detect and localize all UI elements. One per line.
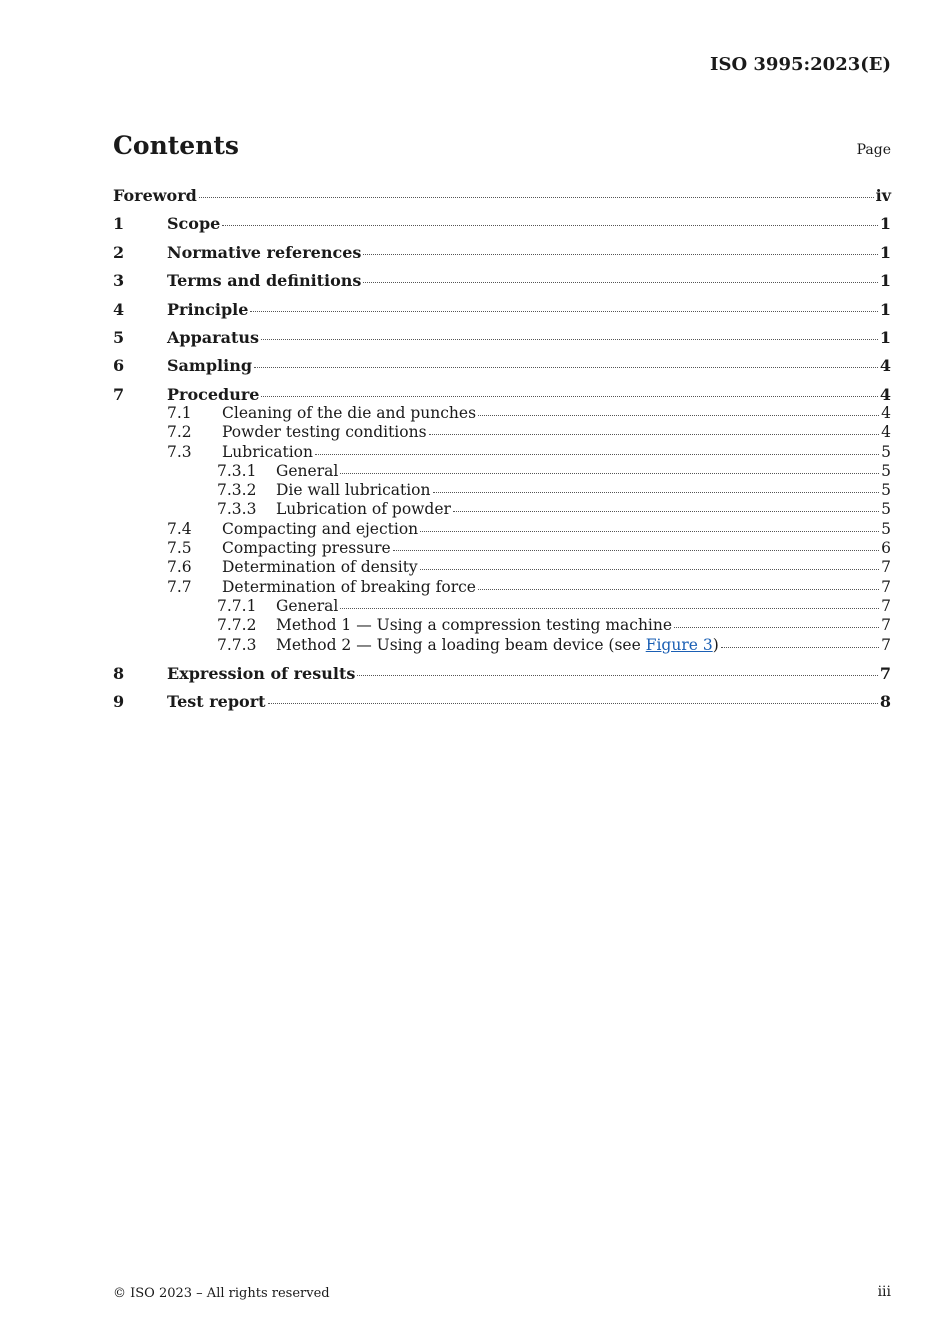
toc-entry-title-text: Test report	[167, 692, 266, 711]
toc-entry-number: 7.6	[167, 558, 192, 576]
toc-entry-page: 7	[881, 558, 891, 576]
toc-entry-title-text: Compacting pressure	[222, 539, 391, 557]
toc-entry-title-text: Lubrication of powder	[276, 500, 451, 518]
toc-entry[interactable]	[113, 404, 891, 424]
toc-entry-number: 7.7	[167, 578, 192, 596]
toc-entry-number: 7.7.2	[217, 616, 257, 634]
toc-entry-title-text: Procedure	[167, 385, 260, 404]
toc-entry[interactable]	[113, 462, 891, 482]
toc-entry-page: 7	[881, 636, 891, 654]
toc-entry-title	[167, 356, 252, 375]
toc-entry-page: 5	[881, 443, 891, 461]
toc-entry-title-text: Lubrication	[222, 443, 313, 461]
page-number: iii	[877, 1284, 891, 1300]
toc-entry-page: 4	[879, 356, 891, 375]
toc-entry-title	[222, 404, 476, 422]
toc-entry-title	[276, 500, 451, 518]
toc-entry-number: 7.5	[167, 539, 192, 557]
dot-leader	[429, 433, 880, 435]
dot-leader	[721, 646, 879, 648]
toc-entry-number: 3	[113, 271, 125, 290]
dot-leader	[674, 626, 879, 628]
toc-entry[interactable]	[113, 443, 891, 463]
toc-entry-number: 7.3.3	[217, 500, 257, 518]
toc-entry-page: 1	[879, 300, 891, 319]
dot-leader	[261, 395, 877, 397]
dot-leader	[261, 338, 878, 340]
toc-entry-page: 5	[881, 520, 891, 538]
dot-leader	[340, 607, 879, 609]
toc-entry[interactable]	[113, 186, 891, 206]
toc-entry-page: 1	[879, 328, 891, 347]
toc-entry[interactable]	[113, 558, 891, 578]
toc-entry-page: 1	[879, 214, 891, 233]
toc-entry-page: 4	[881, 404, 891, 422]
toc-entry-page: 5	[881, 500, 891, 518]
toc-entry-number: 8	[113, 664, 125, 683]
toc-entry-title-text: Apparatus	[167, 328, 259, 347]
toc-entry[interactable]	[113, 616, 891, 636]
toc-entry[interactable]	[113, 664, 891, 684]
toc-entry-number: 7.2	[167, 423, 192, 441]
dot-leader	[478, 588, 879, 590]
toc-entry[interactable]	[113, 328, 891, 348]
toc-entry-title-text: Method 1 — Using a compression testing machine	[276, 616, 673, 634]
dot-leader	[363, 281, 877, 283]
toc-entry-title	[222, 443, 313, 461]
toc-entry[interactable]	[113, 271, 891, 291]
toc-entry[interactable]	[113, 300, 891, 320]
toc-entry-number: 6	[113, 356, 125, 375]
dot-leader	[420, 530, 879, 532]
toc-entry[interactable]	[113, 578, 891, 598]
toc-entry-title	[167, 328, 259, 347]
toc-entry-title-text: Terms and definitions	[167, 271, 362, 290]
toc-entry-title-text: Cleaning of the die and punches	[222, 404, 477, 422]
toc-entry[interactable]	[113, 636, 891, 656]
toc-entry-title-text: Die wall lubrication	[276, 481, 431, 499]
toc-entry-number: 7	[113, 385, 125, 404]
toc-entry-title	[167, 664, 355, 683]
dot-leader	[478, 414, 879, 416]
dot-leader	[420, 568, 879, 570]
toc-entry[interactable]	[113, 214, 891, 234]
toc-entry[interactable]	[113, 356, 891, 376]
toc-entry-number: 5	[113, 328, 125, 347]
toc-entry[interactable]	[113, 520, 891, 540]
toc-entry-page: 5	[881, 481, 891, 499]
toc-entry-page: 7	[881, 597, 891, 615]
toc-entry-page: 7	[881, 616, 891, 634]
toc-entry-number: 7.1	[167, 404, 192, 422]
toc-entry-title	[167, 692, 266, 711]
toc-entry-page: 8	[879, 692, 891, 711]
toc-entry-title	[167, 271, 361, 290]
toc-entry-number: 2	[113, 243, 125, 262]
toc-entry-title-text: General	[276, 597, 339, 615]
toc-entry-number: 4	[113, 300, 125, 319]
toc-entry-title	[222, 423, 427, 441]
toc-entry-title-text: Powder testing conditions	[222, 423, 427, 441]
dot-leader	[199, 196, 874, 198]
toc-entry-page: 6	[881, 539, 891, 557]
toc-entry-page: 5	[881, 462, 891, 480]
toc-entry[interactable]	[113, 539, 891, 559]
toc-entry-title	[222, 520, 418, 538]
toc-entry-page: iv	[875, 186, 891, 205]
copyright-notice: © ISO 2023 – All rights reserved	[113, 1286, 330, 1301]
dot-leader	[268, 702, 878, 704]
dot-leader	[433, 491, 880, 493]
toc-entry-number: 7.7.3	[217, 636, 257, 654]
toc-entry[interactable]	[113, 692, 891, 712]
dot-leader	[453, 510, 879, 512]
toc-entry-number: 7.3.1	[217, 462, 257, 480]
toc-entry[interactable]	[113, 385, 891, 405]
dot-leader	[250, 310, 877, 312]
document-id: ISO 3995:2023(E)	[710, 54, 891, 75]
toc-entry-number: 7.3	[167, 443, 192, 461]
toc-entry-title	[276, 462, 338, 480]
toc-entry-page: 1	[879, 271, 891, 290]
toc-entry-title	[222, 539, 391, 557]
toc-entry-title-text: Method 2 — Using a loading beam device (see	[276, 636, 646, 654]
toc-entry-title	[113, 186, 197, 205]
toc-entry-title-text: Normative references	[167, 243, 362, 262]
toc-entry-title-text: Sampling	[167, 356, 253, 375]
dot-leader	[363, 253, 877, 255]
dot-leader	[254, 366, 878, 368]
toc-entry-title	[276, 636, 719, 654]
toc-entry[interactable]	[113, 500, 891, 520]
toc-entry-title	[276, 597, 338, 615]
contents-title: Contents	[113, 131, 240, 160]
toc-entry-title-text: Determination of breaking force	[222, 578, 476, 596]
toc-entry-title	[167, 385, 259, 404]
toc-entry-number: 7.7.1	[217, 597, 257, 615]
toc-entry-title-text: Compacting and ejection	[222, 520, 419, 538]
dot-leader	[393, 549, 879, 551]
toc-entry-page: 7	[881, 578, 891, 596]
toc-entry-title	[222, 558, 418, 576]
toc-entry-title-suffix: )	[712, 636, 719, 654]
toc-entry-title	[167, 214, 220, 233]
toc-entry[interactable]	[113, 597, 891, 617]
toc-entry-number: 9	[113, 692, 125, 711]
toc-entry-number: 7.3.2	[217, 481, 257, 499]
toc-entry-title	[222, 578, 476, 596]
toc-entry-title-text: Scope	[167, 214, 221, 233]
toc-entry-title-text: Principle	[167, 300, 249, 319]
toc-entry-title	[276, 481, 431, 499]
dot-leader	[315, 453, 879, 455]
toc-entry-title	[167, 300, 248, 319]
dot-leader	[222, 224, 878, 226]
dot-leader	[357, 674, 878, 676]
toc-entry[interactable]	[113, 481, 891, 501]
toc-entry-page: 4	[879, 385, 891, 404]
toc-entry-page: 4	[881, 423, 891, 441]
toc-entry-title-text: General	[276, 462, 339, 480]
dot-leader	[340, 472, 879, 474]
figure-link[interactable]: Figure 3	[645, 636, 713, 654]
toc-entry-page: 1	[879, 243, 891, 262]
toc-entry-title	[167, 243, 361, 262]
toc-entry-title	[276, 616, 672, 634]
toc-entry-title-text: Expression of results	[167, 664, 356, 683]
toc-entry-page: 7	[879, 664, 891, 683]
toc-entry[interactable]	[113, 423, 891, 443]
toc-entry-number: 7.4	[167, 520, 192, 538]
toc-entry-title-text: Determination of density	[222, 558, 418, 576]
toc-entry-title-text: Foreword	[113, 186, 197, 205]
toc-entry-number: 1	[113, 214, 125, 233]
page-column-label: Page	[856, 142, 891, 158]
toc-entry[interactable]	[113, 243, 891, 263]
